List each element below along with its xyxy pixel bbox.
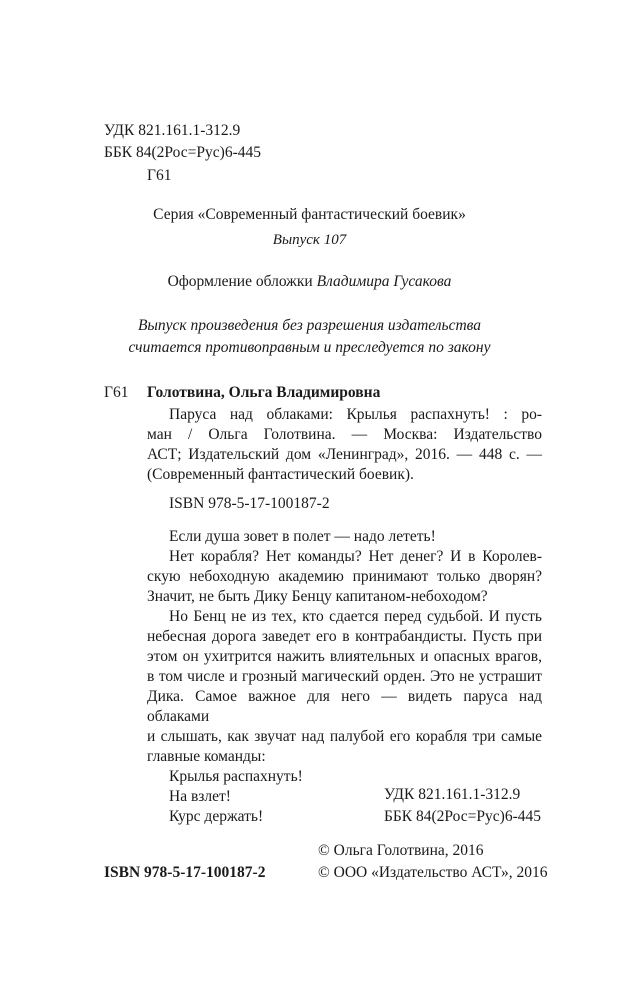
catalog-isbn: ISBN 978-5-17-100187-2 (169, 495, 330, 512)
footer-udk: УДК 821.161.1-312.9 (384, 786, 521, 803)
series-title: Серия «Современный фантастический боевик» (153, 206, 466, 223)
header-udk: УДК 821.161.1-312.9 (104, 122, 241, 139)
annotation-line: Нет корабля? Нет команды? Нет денег? И в Королев- (169, 548, 542, 565)
annotation-line: Дика. Самое важное для него — видеть паруса над облаками (147, 688, 542, 725)
catalog-author: Голотвина, Ольга Владимировна (147, 384, 381, 401)
legal-notice-line-1: Выпуск произведения без разрешения издательства (137, 317, 482, 334)
annotation-line: Курс держать! (169, 808, 264, 825)
annotation-line: небесная дорога заведет его в контрабандисты. Пусть при (147, 628, 542, 645)
catalog-description (147, 405, 542, 485)
catalog-desc-line: ман / Ольга Голотвина. — Москва: Издательство (147, 426, 542, 443)
annotation-line: Крылья распахнуть! (169, 768, 303, 785)
catalog-desc-line: АСТ; Издательский дом «Ленинград», 2016. — 448 с. — (147, 446, 542, 463)
cover-credit-prefix: Оформление обложки (167, 273, 317, 290)
annotation-line: в том числе и грозный магический орден. Это не устрашит (147, 668, 542, 685)
annotation (147, 527, 542, 827)
footer-isbn: ISBN 978-5-17-100187-2 (104, 864, 266, 881)
annotation-line: Но Бенц не из тех, кто сдается перед судьбой. И пусть (169, 608, 542, 625)
cover-credit (0, 272, 619, 292)
series-issue: Выпуск 107 (272, 232, 347, 248)
catalog-desc-line: Паруса над облаками: Крылья распахнуть! : ро- (169, 406, 542, 423)
annotation-line: Если душа зовет в полет — надо лететь! (169, 528, 436, 545)
header-bbk: ББК 84(2Рос=Рус)6-445 (104, 144, 261, 161)
annotation-line: Значит, не быть Дику Бенцу капитаном-небоходом? (147, 588, 488, 605)
header-author-code: Г61 (147, 167, 172, 184)
legal-notice-line-2: считается противоправным и преследуется по закону (128, 339, 491, 356)
annotation-line: главные команды: (147, 748, 266, 765)
copyright-publisher: © ООО «Издательство АСТ», 2016 (318, 864, 548, 881)
annotation-line: скую небоходную академию принимают только дворян? (147, 568, 542, 585)
catalog-desc-line: (Современный фантастический боевик). (147, 466, 414, 483)
copyright-author: © Ольга Голотвина, 2016 (318, 842, 484, 859)
cover-designer-name: Владимира Гусакова (316, 273, 452, 290)
annotation-line: и слышать, как звучат над палубой его корабля три самые (147, 728, 542, 745)
annotation-line: этом он ухитрится нажить влиятельных и опасных врагов, (147, 648, 542, 665)
catalog-code: Г61 (104, 384, 129, 401)
footer-bbk: ББК 84(2Рос=Рус)6-445 (384, 808, 541, 825)
annotation-line: На взлет! (169, 788, 231, 805)
